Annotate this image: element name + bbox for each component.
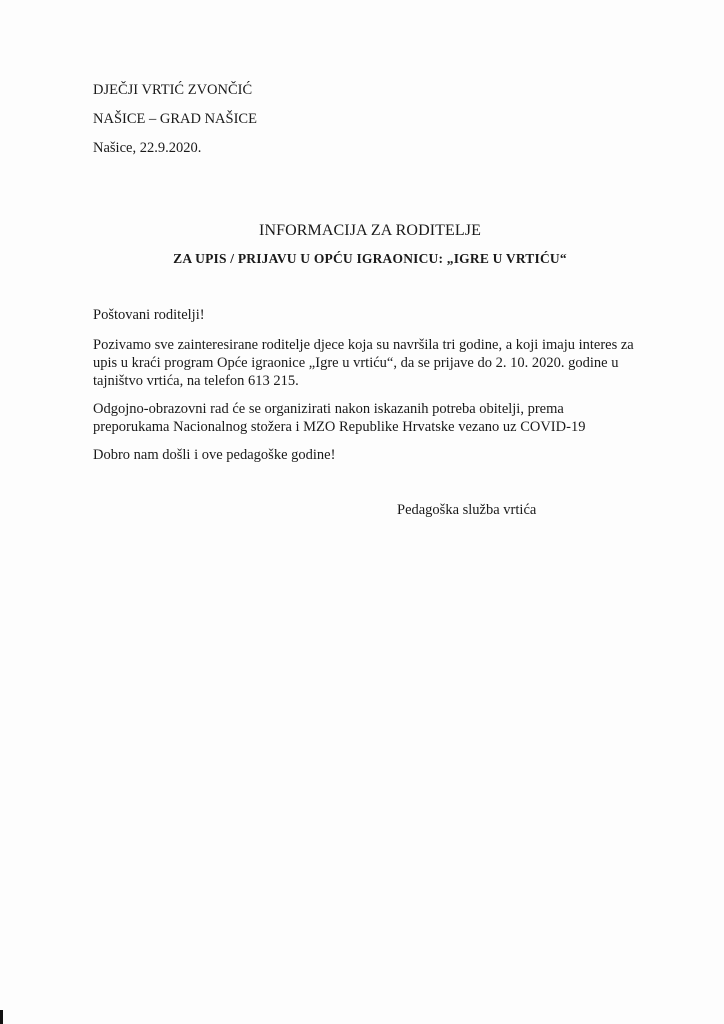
organization-location: NAŠICE – GRAD NAŠICE — [93, 111, 257, 127]
signature: Pedagoška služba vrtića — [397, 502, 537, 518]
closing-sentence: Dobro nam došli i ove pedagoške godine! — [93, 447, 336, 463]
organization-name: DJEČJI VRTIĆ ZVONČIĆ — [93, 82, 253, 98]
greeting: Poštovani roditelji! — [93, 307, 205, 323]
document-title: INFORMACIJA ZA RODITELJE — [259, 222, 481, 239]
scan-artifact-mark — [0, 1010, 3, 1024]
document-subtitle: ZA UPIS / PRIJAVU U OPĆU IGRAONICU: „IGRE U VRTIĆU“ — [173, 251, 567, 266]
body-paragraph-organization: Odgojno-obrazovni rad će se organizirati nakon iskazanih potreba obitelji, prema preporukama Nacionalnog stožera i MZO Republike Hrvatske vezano uz COVID-19 — [93, 401, 586, 435]
body-paragraph-invitation: Pozivamo sve zainteresirane roditelje djece koja su navršila tri godine, a koji imaju interes za upis u kraći program Opće igraonice „Igre u vrtiću“, da se prijave do 2. 10. 2020. godine u tajništvo vrtića, na telefon 613 215. — [93, 337, 634, 389]
document-date: Našice, 22.9.2020. — [93, 140, 202, 156]
